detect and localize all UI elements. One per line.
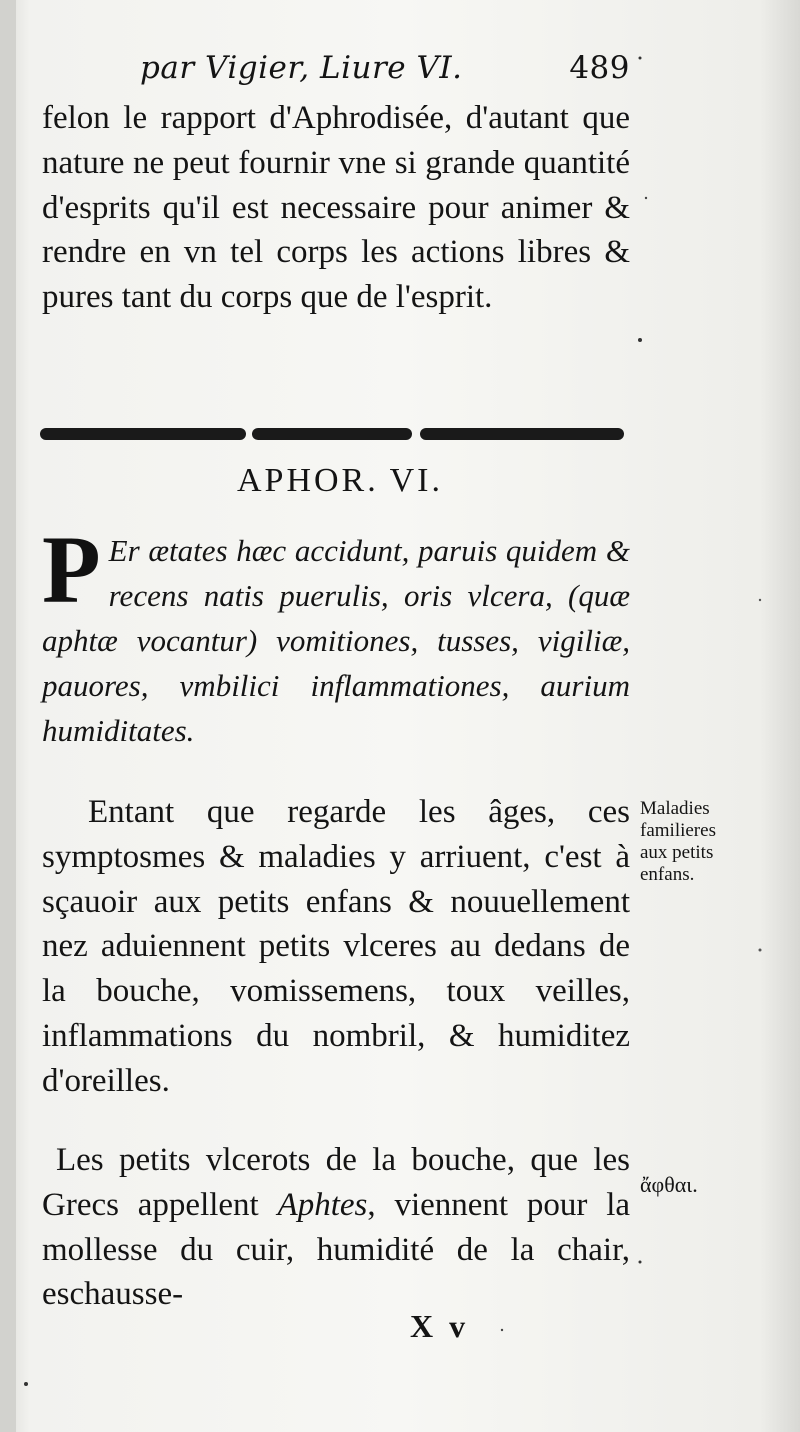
commentary-paragraph: Entant que regarde les âges, ces symptosmes & maladies y arriuent, c'est à sçauoir aux petits enfans & nouuellement nez aduiennent petits vlceres au dedans de la bouche, vomissemens, toux veilles, inflammations du nombril, & humiditez d'oreilles. (42, 794, 630, 1099)
margin-note-maladies: Maladies familieres aux petits enfans. (640, 798, 716, 885)
margin-note-greek: ἄφθαι. (640, 1172, 698, 1197)
aphtes-text-after: , viennent pour la mollesse du cuir, humidité de la chair, eschausse- (42, 1186, 631, 1313)
paragraph-continued: felon le rapport d'Aphrodisée, d'autant que nature ne peut fournir vne si grande quantité d'esprits qu'il est necessaire pour animer & rendre en vn tel corps les actions libres & pures tant du corps que de l'esprit. (42, 100, 630, 316)
latin-body: Er ætates hæc accidunt, paruis quidem & recens natis puerulis, oris vlcera, (quæ aphtæ vocantur) vomitiones, tusses, vigiliæ, pauores, vmbilici inflammationes, aurium humiditates. (42, 533, 630, 748)
aphtes-text-before: Les petits vlcerots de la bouche, que les Grecs appellent (42, 1142, 630, 1223)
aphtes-term: Aphtes (277, 1186, 368, 1223)
page-number: 489 (569, 50, 630, 86)
drop-cap: P (42, 516, 101, 623)
running-title: par Vigier, Liure VI. (140, 50, 463, 86)
signature-mark: X v (410, 1308, 470, 1344)
aphorism-heading: APHOR. VI. (236, 462, 443, 499)
